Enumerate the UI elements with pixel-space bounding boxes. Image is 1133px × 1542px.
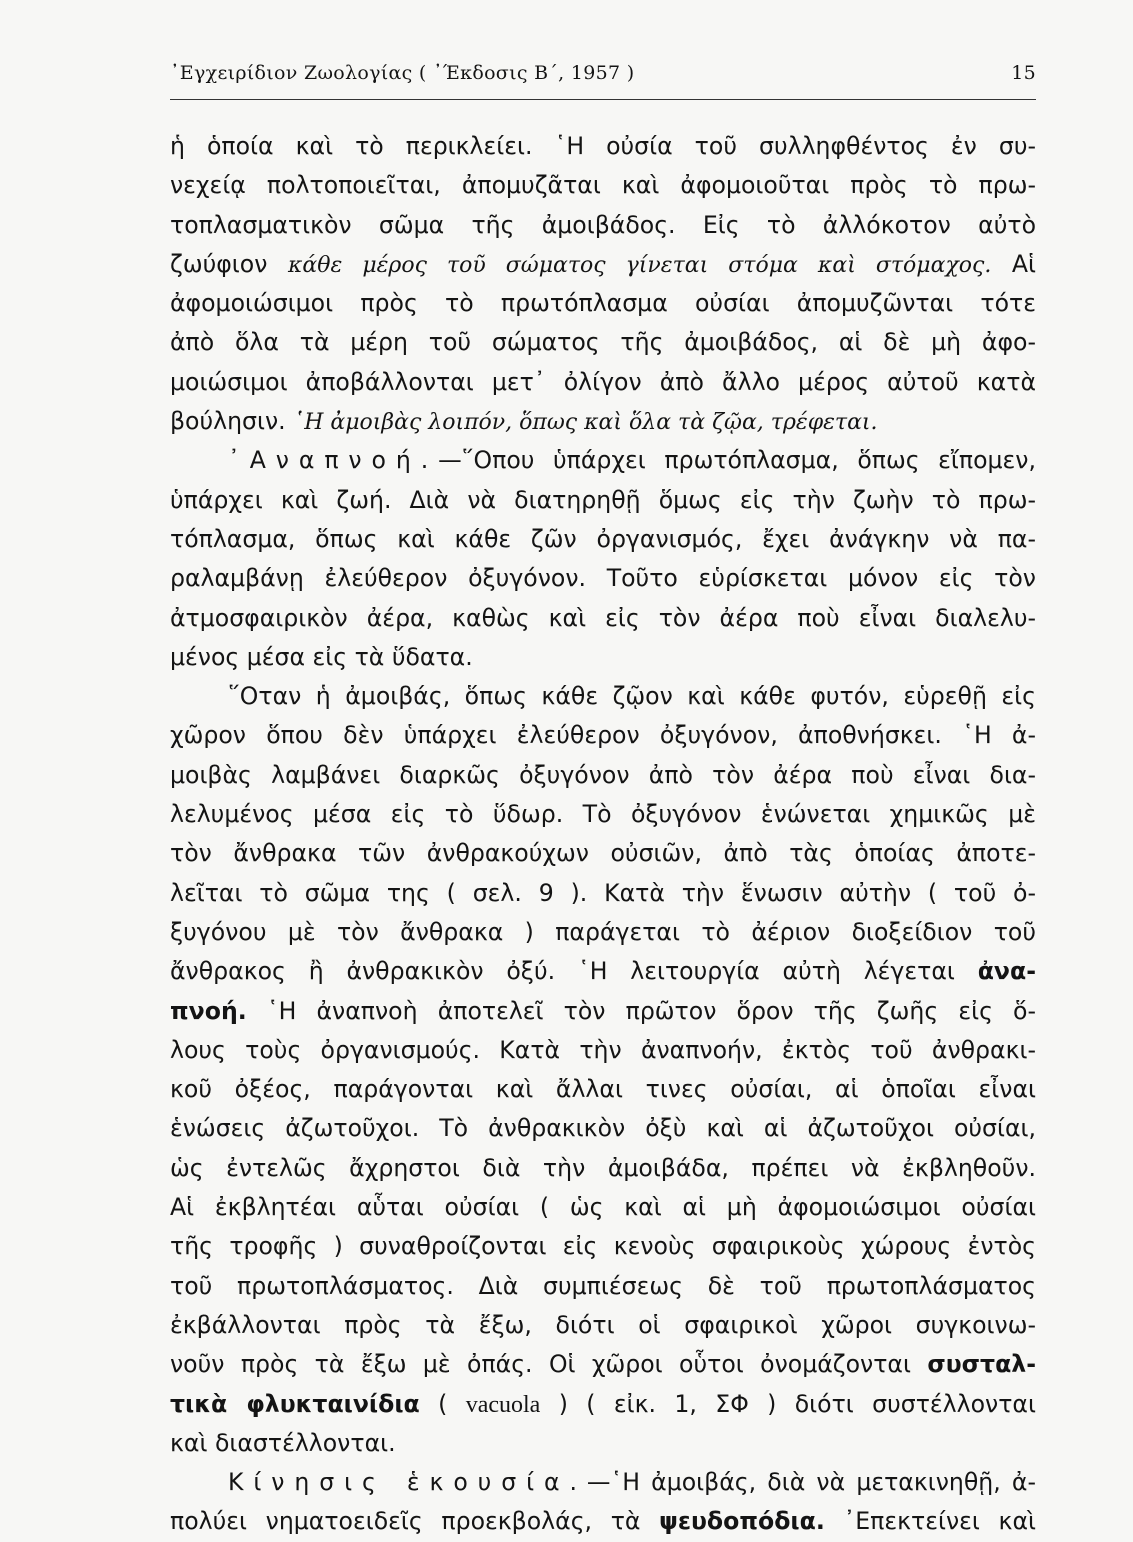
page-number: 15	[1011, 62, 1036, 84]
text-run: ἄνθρακος ἢ ἀνθρακικὸν ὀξύ. ῾Η λειτουργία αὐτὴ λέγεται	[170, 957, 978, 986]
header-rule	[170, 99, 1036, 100]
text-line	[170, 1463, 1036, 1502]
text-run: Αἱ	[991, 249, 1037, 278]
italic-emphasis: ῾Η ἀμοιβὰς λοιπόν, ὅπως καὶ ὅλα τὰ ζῷα, τρέφεται.	[293, 410, 878, 436]
text-line: ἀτμοσφαιρικὸν ἀέρα, καθὼς καὶ εἰς τὸν ἀέρα ποὺ εἶναι διαλελυ-	[170, 603, 1036, 632]
text-line	[170, 245, 1036, 284]
section-heading-anapnoi: ᾿Αναπνοή.	[228, 446, 439, 475]
text-line: νεχείᾳ πολτοποιεῖται, ἀπομυζᾶται καὶ ἀφομοιοῦται πρὸς τὸ πρω-	[170, 171, 1036, 200]
text-line: ῞Οταν ἡ ἀμοιβάς, ὅπως κάθε ζῷον καὶ κάθε φυτόν, εὑρεθῇ εἰς	[228, 682, 1036, 711]
text-run: —῾Η ἀμοιβάς, διὰ νὰ μετακινηθῇ, ἀ-	[586, 1468, 1036, 1497]
text-run: ᾿Επεκτείνει καὶ	[824, 1507, 1036, 1536]
text-line: μένος μέσα εἰς τὰ ὕδατα.	[170, 642, 473, 671]
text-line: ἀπὸ ὅλα τὰ μέρη τοῦ σώματος τῆς ἀμοιβάδος, αἱ δὲ μὴ ἀφο-	[170, 328, 1036, 357]
running-header	[170, 62, 1036, 84]
text-run: νοῦν πρὸς τὰ ἔξω μὲ ὀπάς. Οἱ χῶροι οὗτοι ὀνομάζονται	[170, 1350, 928, 1379]
text-line: τοπλασματικὸν σῶμα τῆς ἀμοιβάδος. Εἰς τὸ ἀλλόκοτον αὐτὸ	[170, 210, 1036, 239]
bold-term: ἀνα-	[977, 957, 1036, 986]
text-line: τοῦ πρωτοπλάσματος. Διὰ συμπιέσεως δὲ τοῦ πρωτοπλάσματος	[170, 1271, 1036, 1300]
text-line: ἐκβάλλονται πρὸς τὰ ἔξω, διότι οἱ σφαιρικοὶ χῶροι συγκοινω-	[170, 1310, 1036, 1339]
latin-term: vacuola	[465, 1391, 541, 1418]
text-run: —῞Οπου ὑπάρχει πρωτόπλασμα, ὅπως εἴπομεν,	[438, 446, 1036, 475]
text-run: ) ( εἰκ. 1, ΣΦ ) διότι συστέλλονται	[540, 1389, 1036, 1418]
text-line: ἀφομοιώσιμοι πρὸς τὸ πρωτόπλασμα οὐσίαι ἀπομυζῶνται τότε	[170, 289, 1036, 318]
text-run: ῾Η ἀναπνοὴ ἀποτελεῖ τὸν πρῶτον ὅρον τῆς ζωῆς εἰς ὅ-	[246, 996, 1036, 1025]
text-line: τόπλασμα, ὅπως καὶ κάθε ζῶν ὀργανισμός, ἔχει ἀνάγκην νὰ πα-	[170, 524, 1036, 553]
section-heading-kinisis: Κίνησις ἑκουσία.	[228, 1468, 587, 1497]
text-run: πολύει νηματοειδεῖς προεκβολάς, τὰ	[170, 1507, 660, 1536]
text-line: μοιβὰς λαμβάνει διαρκῶς ὀξυγόνον ἀπὸ τὸν ἀέρα ποὺ εἶναι δια-	[170, 760, 1036, 789]
text-line: ξυγόνου μὲ τὸν ἄνθρακα ) παράγεται τὸ ἀέριον διοξείδιον τοῦ	[170, 917, 1036, 946]
bold-term: ψευδοπόδια.	[659, 1507, 825, 1536]
text-line: λελυμένος μέσα εἰς τὸ ὕδωρ. Τὸ ὀξυγόνον ἑνώνεται χημικῶς μὲ	[170, 800, 1036, 829]
text-line: ἑνώσεις ἀζωτοῦχοι. Τὸ ἀνθρακικὸν ὀξὺ καὶ αἱ ἀζωτοῦχοι οὐσίαι,	[170, 1114, 1036, 1143]
text-line: τὸν ἄνθρακα τῶν ἀνθρακούχων οὐσιῶν, ἀπὸ τὰς ὁποίας ἀποτε-	[170, 839, 1036, 868]
text-run: ζωύφιον	[170, 249, 288, 278]
text-line: λεῖται τὸ σῶμα της ( σελ. 9 ). Κατὰ τὴν ἕνωσιν αὐτὴν ( τοῦ ὀ-	[170, 878, 1036, 907]
text-line: ὡς ἐντελῶς ἄχρηστοι διὰ τὴν ἀμοιβάδα, πρέπει νὰ ἐκβληθοῦν.	[170, 1153, 1036, 1182]
text-line	[170, 441, 1036, 480]
text-line: ἡ ὁποία καὶ τὸ περικλείει. ῾Η οὐσία τοῦ συλληφθέντος ἐν συ-	[170, 132, 1036, 160]
text-line: μοιώσιμοι ἀποβάλλονται μετ᾿ ὀλίγον ἀπὸ ἄλλο μέρος αὐτοῦ κατὰ	[170, 367, 1036, 396]
text-line: χῶρον ὅπου δὲν ὑπάρχει ἐλεύθερον ὀξυγόνον, ἀποθνήσκει. ῾Η ἀ-	[170, 721, 1036, 750]
text-line	[170, 1385, 1036, 1424]
text-line: κοῦ ὀξέος, παράγονται καὶ ἄλλαι τινες οὐσίαι, αἱ ὁποῖαι εἶναι	[170, 1075, 1036, 1104]
bold-term: συσταλ-	[927, 1350, 1036, 1379]
text-line	[170, 952, 1036, 991]
text-run: (	[419, 1389, 466, 1418]
text-line	[170, 402, 1036, 441]
text-line: καὶ διαστέλλονται.	[170, 1428, 396, 1457]
text-line: τῆς τροφῆς ) συναθροίζονται εἰς κενοὺς σφαιρικοὺς χώρους ἐντὸς	[170, 1232, 1036, 1261]
bold-term: πνοή.	[170, 996, 247, 1025]
text-line: λους τοὺς ὀργανισμούς. Κατὰ τὴν ἀναπνοήν, ἐκτὸς τοῦ ἀνθρακι-	[170, 1035, 1036, 1064]
text-run: βούλησιν.	[170, 407, 294, 436]
text-line	[170, 992, 1036, 1031]
bold-term: τικὰ φλυκταινίδια	[170, 1389, 420, 1418]
page-body	[170, 127, 1036, 1542]
running-title: ᾿Εγχειρίδιον Ζωολογίας ( ᾿Έκδοσις Β΄, 1957 )	[170, 62, 635, 84]
text-line	[170, 1502, 1036, 1541]
text-line	[170, 1345, 1036, 1384]
italic-emphasis: κάθε μέρος τοῦ σώματος γίνεται στόμα καὶ στόμαχος.	[287, 252, 992, 278]
text-line: ὑπάρχει καὶ ζωή. Διὰ νὰ διατηρηθῇ ὅμως εἰς τὴν ζωὴν τὸ πρω-	[170, 485, 1036, 514]
text-line: Αἱ ἐκβλητέαι αὗται οὐσίαι ( ὡς καὶ αἱ μὴ ἀφομοιώσιμοι οὐσίαι	[170, 1193, 1036, 1222]
text-line: ραλαμβάνῃ ἐλεύθερον ὀξυγόνον. Τοῦτο εὑρίσκεται μόνον εἰς τὸν	[170, 564, 1036, 593]
